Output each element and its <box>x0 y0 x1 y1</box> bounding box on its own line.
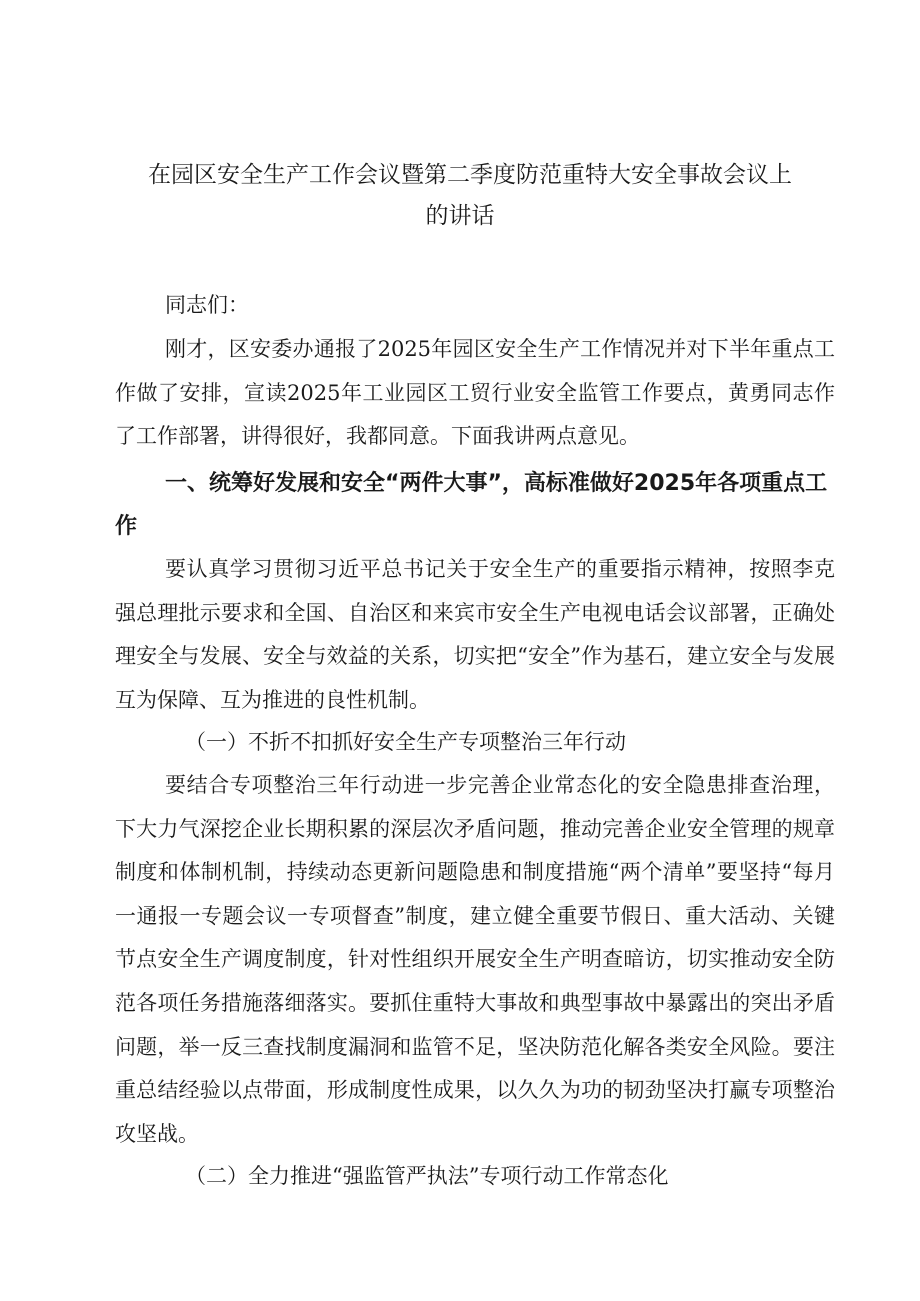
paragraph-section1: 要认真学习贯彻习近平总书记关于安全生产的重要指示精神，按照李克强总理批示要求和全国、自治区和来宾市安全生产电视电话会议部署，正确处理安全与发展、安全与效益的关系，切实把“安全”作为基石，建立安全与发展互为保障、互为推进的良性机制。 <box>115 557 835 712</box>
document-title-line1: 在园区安全生产工作会议暨第二季度防范重特大安全事故会议上 <box>148 162 792 188</box>
salutation: 同志们： <box>165 293 249 317</box>
subheading-1: （一）不折不扣抓好安全生产专项整治三年行动 <box>185 730 626 754</box>
paragraph-subsection1: 要结合专项整治三年行动进一步完善企业常态化的安全隐患排查治理，下大力气深挖企业长期积累的深层次矛盾问题，推动完善企业安全管理的规章制度和体制机制，持续动态更新问题隐患和制度措施“两个清单”要坚持“每月一通报一专题会议一专项督查”制度，建立健全重要节假日、重大活动、关键节点安全生产调度制度，针对性组织开展安全生产明查暗访，切实推动安全防范各项任务措施落细落实。要抓住重特大事故和典型事故中暴露出的突出矛盾问题，举一反三查找制度漏洞和监管不足，坚决防范化解各类安全风险。要注重总结经验以点带面，形成制度性成果，以久久为功的韧劲坚决打赢专项整治攻坚战。 <box>115 773 835 1146</box>
subheading-2: （二）全力推进“强监管严执法”专项行动工作常态化 <box>185 1164 669 1188</box>
paragraph-intro: 刚才，区安委办通报了2025年园区安全生产工作情况并对下半年重点工作做了安排，宣读2025年工业园区工贸行业安全监管工作要点，黄勇同志作了工作部署，讲得很好，我都同意。下面我讲两点意见。 <box>115 337 835 449</box>
document-title-line2: 的讲话 <box>425 203 495 229</box>
section-heading-1: 一、统筹好发展和安全“两件大事”，高标准做好2025年各项重点工作 <box>115 471 828 539</box>
